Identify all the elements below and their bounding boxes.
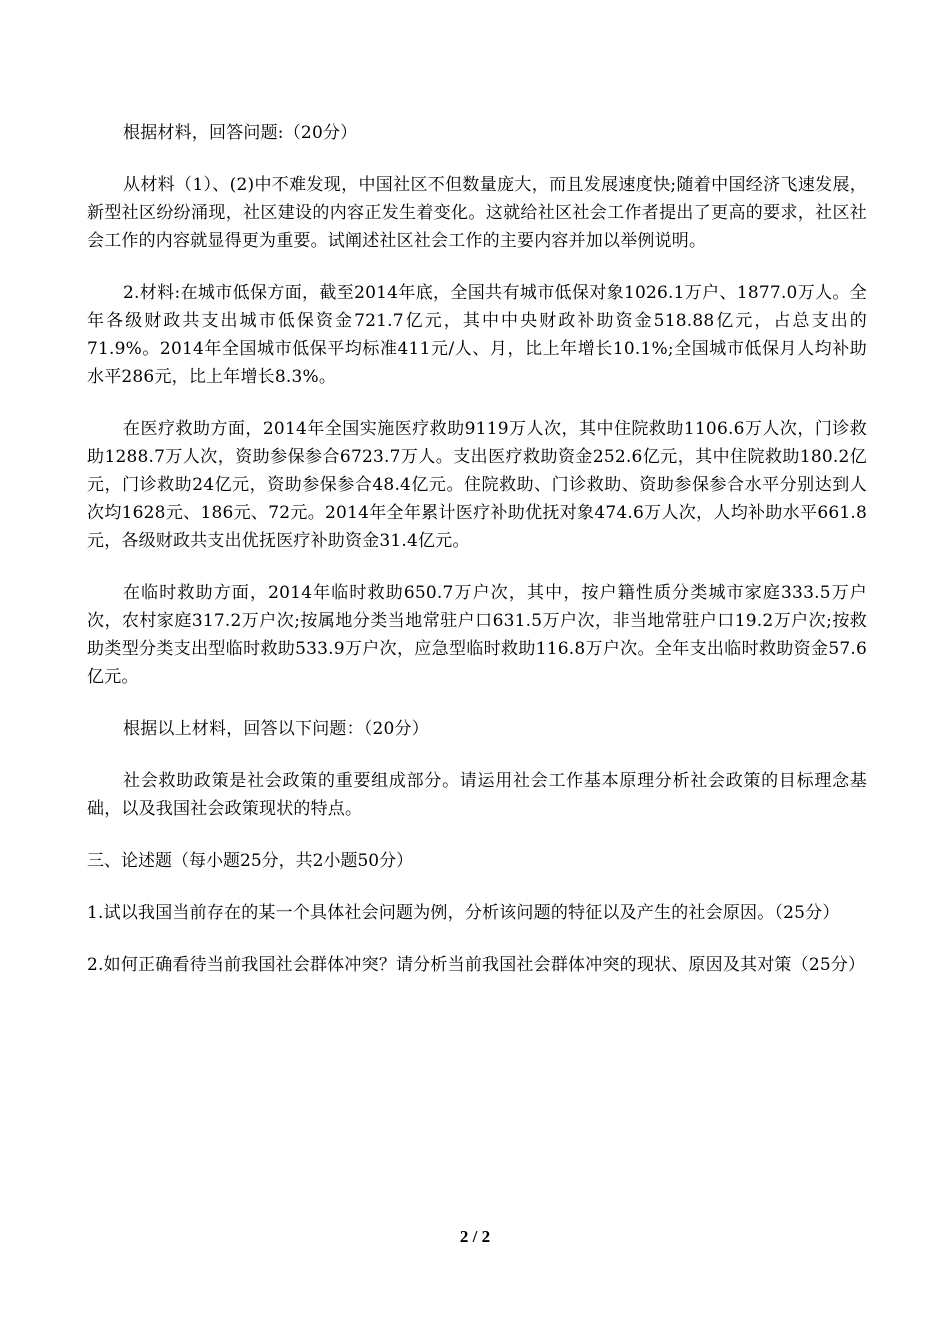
- page-number: 2 / 2: [459, 1227, 491, 1246]
- section-heading: 三、论述题（每小题25分，共2小题50分）: [87, 851, 414, 871]
- essay-question-1: 1.试以我国当前存在的某一个具体社会问题为例，分析该问题的特征以及产生的社会原因。（25分）: [87, 903, 840, 923]
- document-body: [87, 119, 867, 1003]
- material-question-paragraph: 从材料（1）、(2)中不难发现，中国社区不但数量庞大，而且发展速度快;随着中国经济飞速发展，新型社区纷纷涌现，社区建设的内容正发生着变化。这就给社区社会工作者提出了更高的要求，社区社会工作的内容就显得更为重要。试阐述社区社会工作的主要内容并加以举例说明。: [87, 175, 867, 251]
- temporary-aid-paragraph: 在临时救助方面，2014年临时救助650.7万户次，其中，按户籍性质分类城市家庭333.5万户次，农村家庭317.2万户次;按属地分类当地常驻户口631.5万户次，非当地常驻户口19.2万户次;按救助类型分类支出型临时救助533.9万户次，应急型临时救助116.8万户次。全年支出临时救助资金57.6亿元。: [87, 583, 867, 687]
- instruction-paragraph: 根据材料，回答问题:（20分）: [123, 123, 358, 143]
- instruction-paragraph-2: 根据以上材料，回答以下问题：（20分）: [123, 719, 429, 739]
- medical-aid-paragraph: 在医疗救助方面，2014年全国实施医疗救助9119万人次，其中住院救助1106.6万人次，门诊救助1288.7万人次，资助参保参合6723.7万人。支出医疗救助资金252.6亿元，其中住院救助180.2亿元，门诊救助24亿元，资助参保参合48.4亿元。住院救助、门诊救助、资助参保参合水平分别达到人次均1628元、186元、72元。2014年全年累计医疗补助优抚对象474.6万人次，人均补助水平661.8元，各级财政共支出优抚医疗补助资金31.4亿元。: [87, 419, 867, 551]
- material-2-paragraph: 2.材料:在城市低保方面，截至2014年底，全国共有城市低保对象1026.1万户、1877.0万人。全年各级财政共支出城市低保资金721.7亿元，其中中央财政补助资金518.88亿元，占总支出的71.9%。2014年全国城市低保平均标准411元/人、月，比上年增长10.1%;全国城市低保月人均补助水平286元，比上年增长8.3%。: [87, 283, 867, 387]
- policy-question-paragraph: 社会救助政策是社会政策的重要组成部分。请运用社会工作基本原理分析社会政策的目标理念基础，以及我国社会政策现状的特点。: [87, 771, 867, 819]
- essay-question-2: 2.如何正确看待当前我国社会群体冲突？请分析当前我国社会群体冲突的现状、原因及其对策（25分）: [87, 955, 866, 975]
